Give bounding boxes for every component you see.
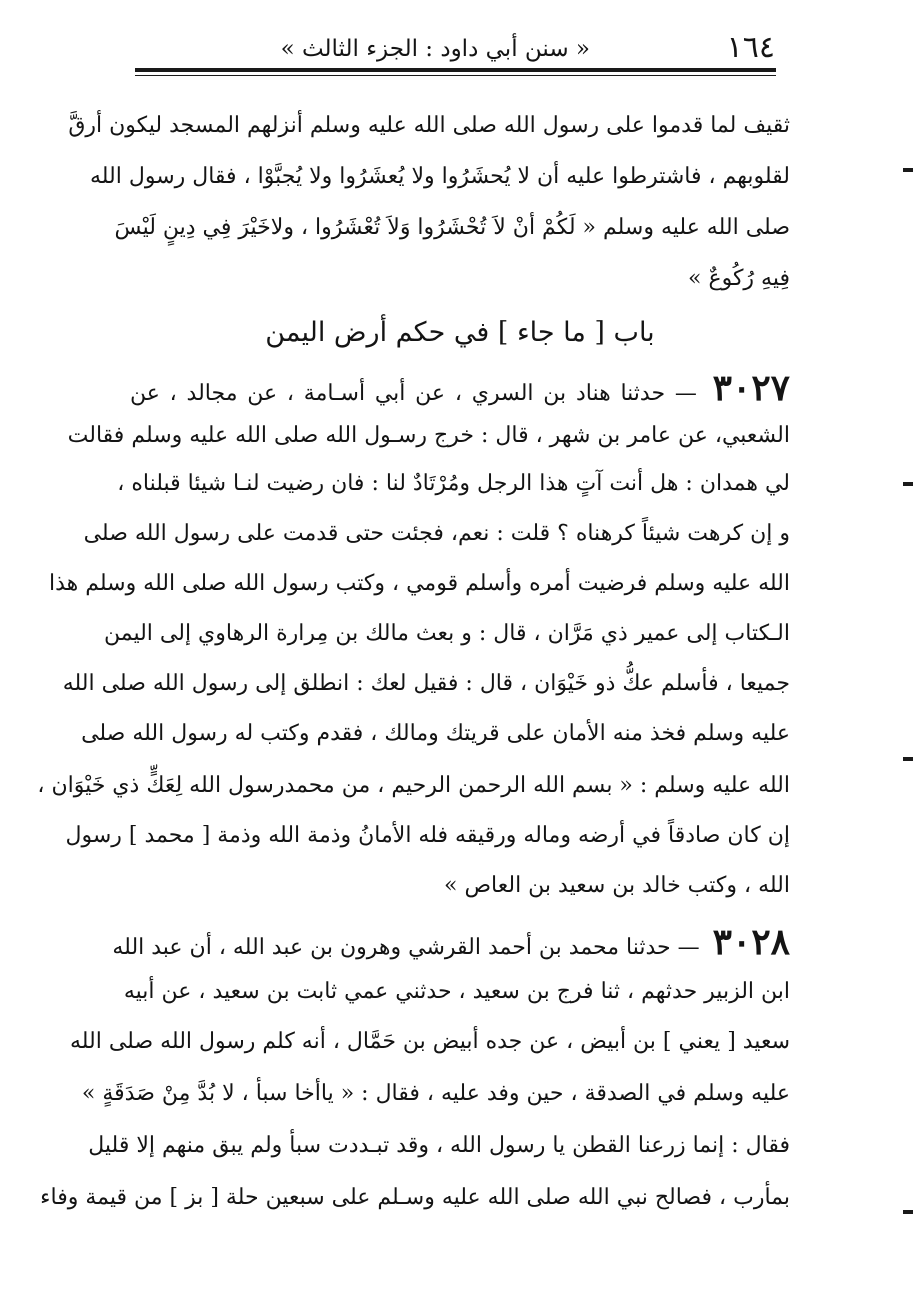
dash: — [674,381,697,406]
edge-mark [903,757,913,761]
hadith-first-line [112,918,790,966]
text-line: صلى الله عليه وسلم « لَكُمْ أنْ لاَ تُحْشَرُوا وَلاَ تُعْشَرُوا ، ولاخَيْرَ فِي دِينٍ لَيْسَ [114,215,790,240]
text-line: ثقيف لما قدموا على رسول الله صلى الله عليه وسلم أنزلهم المسجد ليكون أرقَّ [68,113,790,138]
text-line: و إن كرهت شيئاً كرهناه ؟ قلت : نعم، فجئت حتى قدمت على رسول الله صلى [83,521,790,546]
text-line: لي همدان : هل أنت آتٍ هذا الرجل ومُرْتَادٌ لنا : فان رضيت لنـا شيئا قبلناه ، [117,471,790,496]
text-line: الله ، وكتب خالد بن سعيد بن العاص » [444,873,790,898]
hadith-number: ٣٠٢٨ [712,921,790,963]
running-title: « سنن أبي داود : الجزء الثالث » [280,36,590,62]
running-header [135,28,775,68]
edge-mark [903,168,913,172]
text-line: فقال : إنما زرعنا القطن يا رسول الله ، وقد تبـددت سبأ ولم يبق منهم إلا قليل [88,1133,790,1158]
hadith-first-line [130,364,790,412]
dash: — [677,935,700,960]
text-line: حدثنا هناد بن السري ، عن أبي أسـامة ، عن مجالد ، عن [130,381,666,406]
text-line: الشعبي، عن عامر بن شهر ، قال : خرج رسـول الله صلى الله عليه وسلم فقالت [67,423,790,448]
edge-mark [903,1210,913,1214]
text-line: الـكتاب إلى عمير ذي مَرَّان ، قال : و بعث مالك بن مِرارة الرهاوي إلى اليمن [104,621,790,646]
text-line: جميعا ، فأسلم عكُّ ذو خَيْوَان ، قال : فقيل لعك : انطلق إلى رسول الله صلى الله [62,671,790,696]
text-line: لقلوبهم ، فاشترطوا عليه أن لا يُحشَرُوا ولا يُعشَرُوا ولا يُجبَّوْا ، فقال رسول الله [89,164,790,189]
chapter-heading: باب [ ما جاء ] في حكم أرض اليمن [265,317,655,348]
text-line: ابن الزبير حدثهم ، ثنا فرج بن سعيد ، حدثني عمي ثابت بن سعيد ، عن أبيه [123,979,790,1004]
edge-mark [903,482,913,486]
header-rule-thin [135,75,776,76]
text-line: عليه وسلم فخذ منه الأمان على قريتك ومالك ، فقدم وكتب له رسول الله صلى [81,721,790,746]
text-line: الله عليه وسلم فرضيت أمره وأسلم قومي ، وكتب رسول الله صلى الله وسلم هذا [48,571,790,596]
text-line: سعيد [ يعني ] بن أبيض ، عن جده أبيض بن حَمَّال ، أنه كلم رسول الله صلى الله [69,1029,790,1054]
hadith-number: ٣٠٢٧ [712,367,790,409]
text-line: عليه وسلم في الصدقة ، حين وفد عليه ، فقال : « ياأخا سبأ ، لا بُدَّ مِنْ صَدَقَةٍ » [81,1081,790,1106]
text-line: الله عليه وسلم : « بسم الله الرحمن الرحيم ، من محمدرسول الله لِعَكٍّ ذي خَيْوَان ، [37,773,790,798]
text-line: فِيهِ رُكُوعٌ » [688,266,790,291]
header-rule-thick [135,68,776,72]
text-line: إن كان صادقاً في أرضه وماله ورقيقه فله الأمانُ وذمة الله وذمة [ محمد ] رسول [65,823,790,848]
page-number: ١٦٤ [726,30,775,65]
text-line: بمأرب ، فصالح نبي الله صلى الله عليه وسـلم على سبعين حلة [ بز ] من قيمة وفاء [40,1185,790,1210]
text-line: حدثنا محمد بن أحمد القرشي وهرون بن عبد الله ، أن عبد الله [112,935,671,960]
